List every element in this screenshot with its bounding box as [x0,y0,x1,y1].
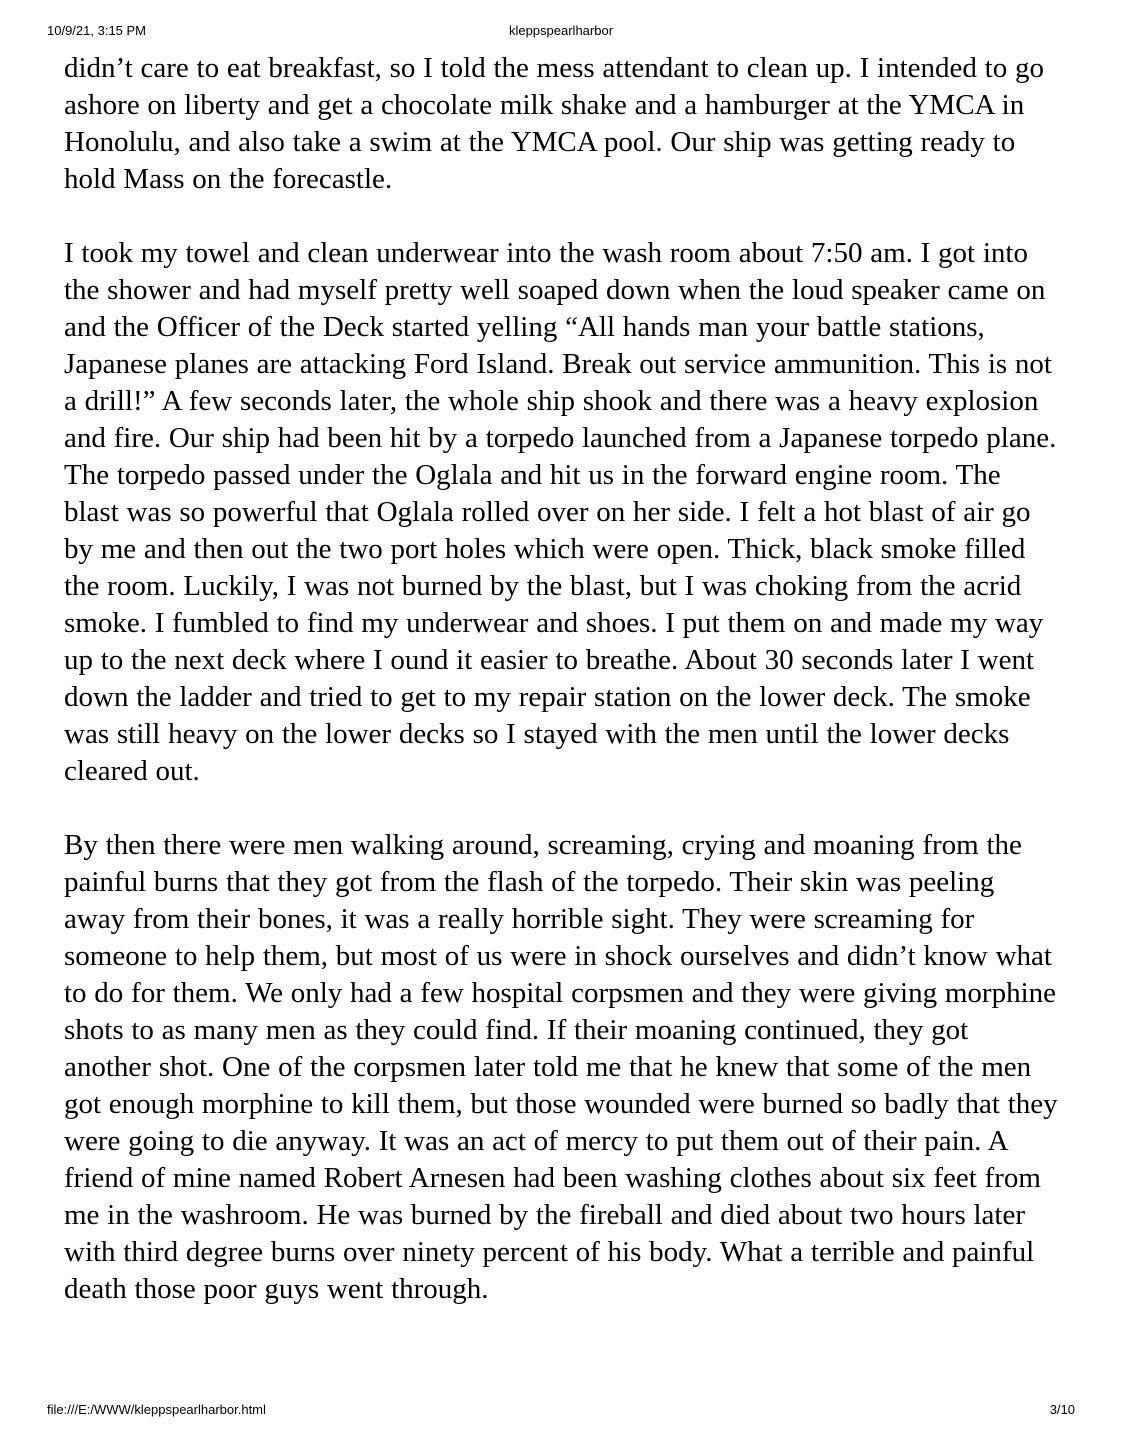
print-title: kleppspearlharbor [508,23,614,38]
print-page-number: 3/10 [1049,1402,1075,1417]
document-body [64,50,1059,1308]
paragraph-attack: I took my towel and clean underwear into the wash room about 7:50 am. I got into the shower and had myself pretty well soaped down when the loud speaker came on and the Officer of the Deck started yelling “All hands man your battle stations, Japanese planes are attacking Ford Island. Break out service ammunition. This is not a drill!” A few seconds later, the whole ship shook and there was a heavy explosion and fire. Our ship had been hit by a torpedo launched from a Japanese torpedo plane. The torpedo passed under the Oglala and hit us in the forward engine room. The blast was so powerful that Oglala rolled over on her side. I felt a hot blast of air go by me and then out the two port holes which were open. Thick, black smoke filled the room. Luckily, I was not burned by the blast, but I was choking from the acrid smoke. I fumbled to find my underwear and shoes. I put them on and made my way up to the next deck where I ound it easier to breathe. About 30 seconds later I went down the ladder and tried to get to my repair station on the lower deck. The smoke was still heavy on the lower decks so I stayed with the men until the lower decks cleared out. [64,237,1057,787]
print-file-path: file:///E:/WWW/kleppspearlharbor.html [47,1402,266,1417]
paragraph-breakfast: didn’t care to eat breakfast, so I told the mess attendant to clean up. I intended to go ashore on liberty and get a chocolate milk shake and a hamburger at the YMCA in Honolulu, and also take a swim at the YMCA pool. Our ship was getting ready to hold Mass on the forecastle. [64,52,1044,195]
print-footer [47,1401,1075,1419]
paragraph-aftermath: By then there were men walking around, screaming, crying and moaning from the painful burns that they got from the flash of the torpedo. Their skin was peeling away from their bones, it was a really horrible sight. They were screaming for someone to help them, but most of us were in shock ourselves and didn’t know what to do for them. We only had a few hospital corpsmen and they were giving morphine shots to as many men as they could find. If their moaning continued, they got another shot. One of the corpsmen later told me that he knew that some of the men got enough morphine to kill them, but those wounded were burned so badly that they were going to die anyway. It was an act of mercy to put them out of their pain. A friend of mine named Robert Arnesen had been washing clothes about six feet from me in the washroom. He was burned by the fireball and died about two hours later with third degree burns over ninety percent of his body. What a terrible and painful death those poor guys went through. [64,829,1058,1305]
print-datetime: 10/9/21, 3:15 PM [47,23,147,38]
print-header [47,22,1075,40]
